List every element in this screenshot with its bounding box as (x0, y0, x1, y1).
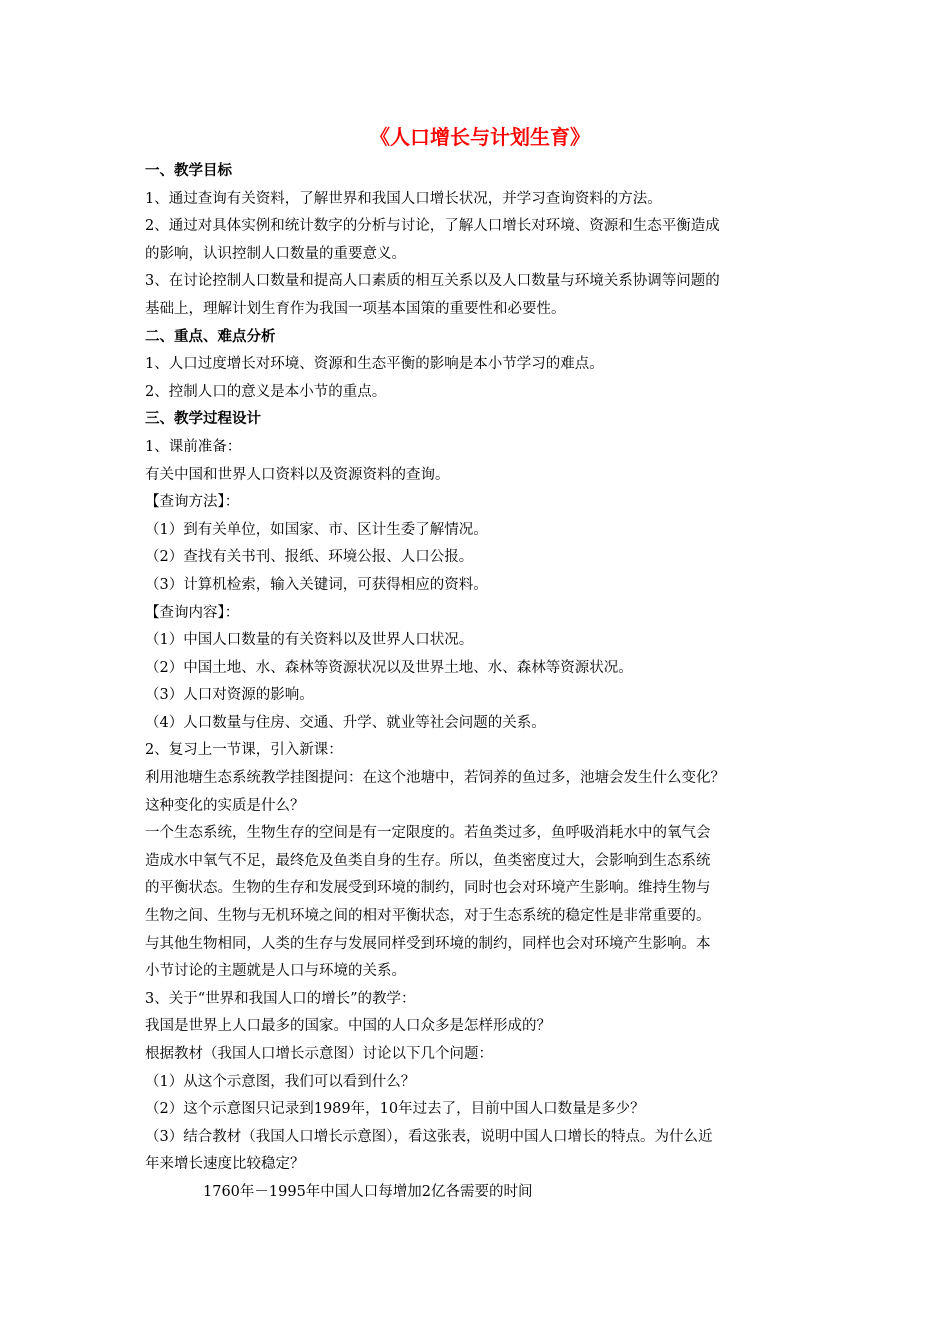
paragraph-line: 一个生态系统，生物生存的空间是有一定限度的。若鱼类过多，鱼呼吸消耗水中的氧气会 (145, 825, 711, 842)
document-page (145, 120, 815, 1207)
paragraph-line: 【查询内容】： (145, 604, 240, 621)
section-heading: 三、教学过程设计 (145, 411, 261, 428)
paragraph-line: 小节讨论的主题就是人口与环境的关系。 (145, 963, 406, 980)
paragraph-line: 有关中国和世界人口资料以及资源资料的查询。 (145, 466, 450, 483)
paragraph-line: 造成水中氧气不足，最终危及鱼类自身的生存。所以，鱼类密度过大，会影响到生态系统 (145, 852, 711, 869)
paragraph-line: 1、课前准备： (145, 438, 242, 455)
paragraph-line: 3、关于“世界和我国人口的增长”的教学： (145, 990, 416, 1007)
paragraph-line: 基础上，理解计划生育作为我国一项基本国策的重要性和必要性。 (145, 300, 566, 317)
paragraph-line: （3）人口对资源的影响。 (145, 687, 314, 704)
document-title: 《人口增长与计划生育》 (370, 125, 590, 149)
paragraph-line: （3）计算机检索，输入关键词，可获得相应的资料。 (145, 576, 488, 593)
paragraph-line: 的平衡状态。生物的生存和发展受到环境的制约，同时也会对环境产生影响。维持生物与 (145, 880, 711, 897)
paragraph-line: 2、通过对具体实例和统计数字的分析与讨论，了解人口增长对环境、资源和生态平衡造成 (145, 218, 720, 235)
paragraph-line: 根据教材（我国人口增长示意图）讨论以下几个问题： (145, 1046, 493, 1062)
paragraph-line: 生物之间、生物与无机环境之间的相对平衡状态，对于生态系统的稳定性是非常重要的。 (145, 908, 711, 925)
paragraph-line: 我国是世界上人口最多的国家。中国的人口众多是怎样形成的？ (145, 1018, 551, 1035)
table-caption: 1760年－1995年中国人口每增加2亿各需要的时间 (203, 1183, 533, 1200)
paragraph-line: 这种变化的实质是什么？ (145, 797, 305, 814)
paragraph-line: （2）查找有关书刊、报纸、环境公报、人口公报。 (145, 549, 474, 566)
paragraph-line: 1、人口过度增长对环境、资源和生态平衡的影响是本小节学习的难点。 (145, 356, 604, 373)
paragraph-line: 【查询方法】： (145, 494, 240, 511)
document-body (145, 158, 815, 1207)
paragraph-line: （1）到有关单位，如国家、市、区计生委了解情况。 (145, 521, 488, 538)
section-heading: 二、重点、难点分析 (145, 328, 276, 345)
paragraph-line: 3、在讨论控制人口数量和提高人口素质的相互关系以及人口数量与环境关系协调等问题的 (145, 273, 720, 290)
paragraph-line: 年来增长速度比较稳定？ (145, 1156, 305, 1173)
section-heading: 一、教学目标 (145, 163, 232, 179)
paragraph-line: （1）中国人口数量的有关资料以及世界人口状况。 (145, 632, 474, 649)
paragraph-line: 2、复习上一节课，引入新课： (145, 742, 343, 759)
paragraph-line: （1）从这个示意图，我们可以看到什么？ (145, 1073, 416, 1090)
paragraph-line: 2、控制人口的意义是本小节的重点。 (145, 383, 387, 400)
paragraph-line: （2）这个示意图只记录到1989年，10年过去了，目前中国人口数量是多少？ (145, 1101, 645, 1118)
paragraph-line: 利用池塘生态系统教学挂图提问：在这个池塘中，若饲养的鱼过多，池塘会发生什么变化？ (145, 770, 725, 787)
paragraph-line: （2）中国土地、水、森林等资源状况以及世界土地、水、森林等资源状况。 (145, 659, 633, 676)
paragraph-line: 的影响，认识控制人口数量的重要意义。 (145, 245, 406, 262)
paragraph-line: （4）人口数量与住房、交通、升学、就业等社会问题的关系。 (145, 714, 546, 731)
paragraph-line: （3）结合教材（我国人口增长示意图），看这张表，说明中国人口增长的特点。为什么近 (145, 1128, 713, 1145)
paragraph-line: 与其他生物相同，人类的生存与发展同样受到环境的制约，同样也会对环境产生影响。本 (145, 935, 711, 952)
paragraph-line: 1、通过查询有关资料，了解世界和我国人口增长状况，并学习查询资料的方法。 (145, 190, 662, 207)
